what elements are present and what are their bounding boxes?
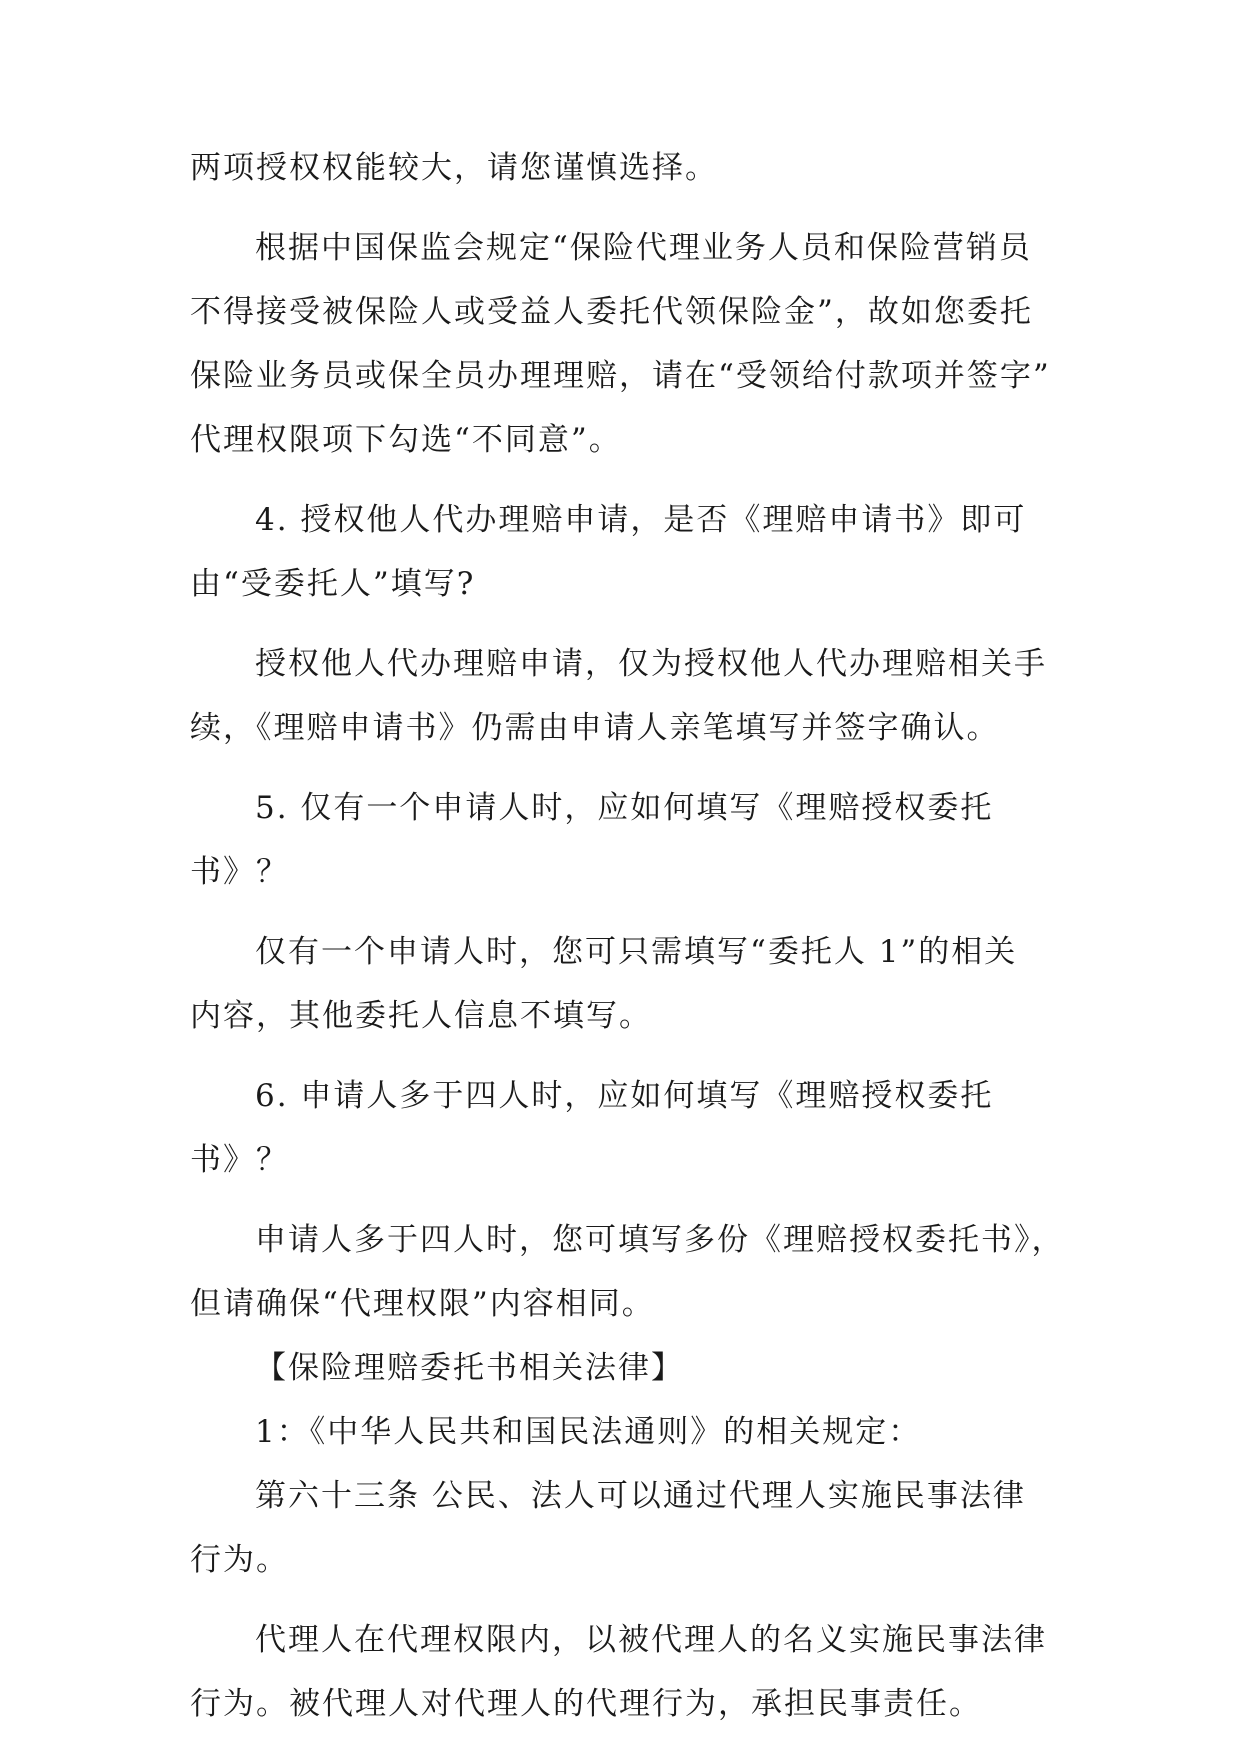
section-heading: 【保险理赔委托书相关法律】 xyxy=(255,1350,684,1386)
text-line: 授权他人代办理赔申请，仅为授权他人代办理赔相关手 xyxy=(255,646,1047,682)
text-line: 内容，其他委托人信息不填写。 xyxy=(190,998,652,1034)
text-line: 仅有一个申请人时，您可只需填写“委托人 1”的相关 xyxy=(255,934,1018,970)
text-line: 续，《理赔申请书》仍需由申请人亲笔填写并签字确认。 xyxy=(190,710,1000,746)
question-heading: 5. 仅有一个申请人时，应如何填写《理赔授权委托 xyxy=(255,790,994,826)
text-line: 保险业务员或保全员办理理赔，请在“受领给付款项并签字” xyxy=(190,358,1051,394)
text-line: 根据中国保监会规定“保险代理业务人员和保险营销员 xyxy=(255,230,1032,266)
question-heading: 4. 授权他人代办理赔申请，是否《理赔申请书》即可 xyxy=(255,502,1027,538)
text-line: 但请确保“代理权限”内容相同。 xyxy=(190,1286,655,1322)
text-line: 代理人在代理权限内，以被代理人的名义实施民事法律 xyxy=(255,1622,1047,1658)
text-line: 代理权限项下勾选“不同意”。 xyxy=(190,422,622,458)
text-line: 行为。被代理人对代理人的代理行为，承担民事责任。 xyxy=(190,1686,982,1722)
question-heading: 由“受委托人”填写? xyxy=(190,566,476,602)
text-line: 不得接受被保险人或受益人委托代领保险金”，故如您委托 xyxy=(190,294,1033,330)
text-line: 两项授权权能较大，请您谨慎选择。 xyxy=(190,150,718,186)
question-heading: 6. 申请人多于四人时，应如何填写《理赔授权委托 xyxy=(255,1078,994,1114)
text-line: 1：《中华人民共和国民法通则》的相关规定： xyxy=(255,1414,922,1450)
text-line: 申请人多于四人时，您可填写多份《理赔授权委托书》， xyxy=(255,1222,1065,1258)
question-heading: 书》？ xyxy=(190,1142,289,1178)
question-heading: 书》？ xyxy=(190,854,289,890)
text-line: 第六十三条 公民、法人可以通过代理人实施民事法律 xyxy=(255,1478,1026,1514)
text-line: 行为。 xyxy=(190,1542,289,1578)
